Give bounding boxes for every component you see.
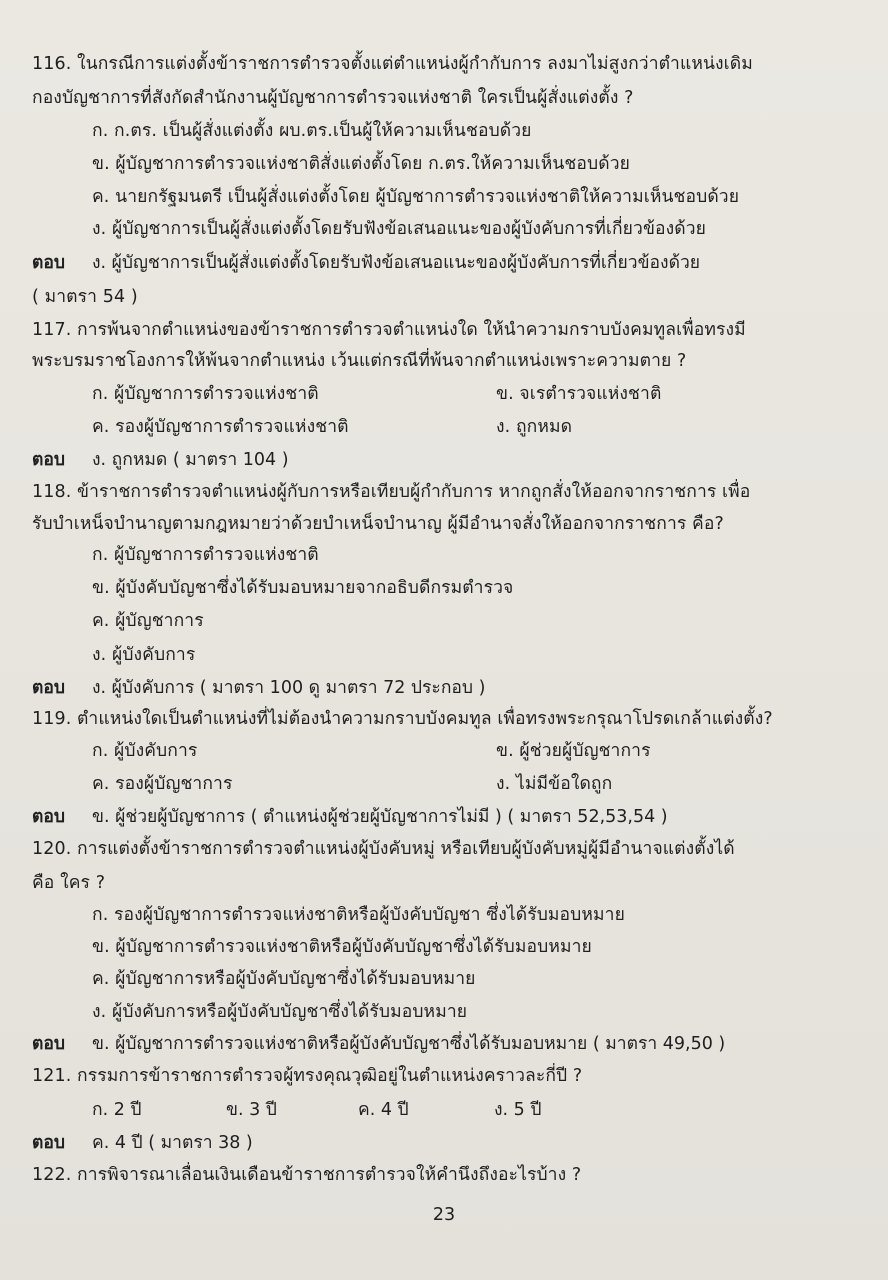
question-119-text: 119. ตำแหน่งใดเป็นตำแหน่งที่ไม่ต้องนำความกราบบังคมทูล เพื่อทรงพระกรุณาโปรดเกล้าแต่งตั้ง?: [32, 709, 773, 729]
answer-label: ตอบ: [32, 678, 65, 698]
question-116-option-b: ข. ผู้บัญชาการตำรวจแห่งชาติสั่งแต่งตั้งโดย ก.ตร.ให้ความเห็นชอบด้วย: [92, 154, 630, 174]
question-119-option-d: ง. ไม่มีข้อใดถูก: [496, 774, 613, 794]
question-118-text: 118. ข้าราชการตำรวจตำแหน่งผู้กับการหรือเทียบผู้กำกับการ หากถูกสั่งให้ออกจากราชการ เพื่อ: [32, 482, 751, 502]
question-120-text: 120. การแต่งตั้งข้าราชการตำรวจตำแหน่งผู้บังคับหมู่ หรือเทียบผู้บังคับหมู่ผู้มีอำนาจแต่งตั้งได้: [32, 839, 735, 859]
question-118-option-c: ค. ผู้บัญชาการ: [92, 611, 204, 631]
question-118-option-b: ข. ผู้บังคับบัญชาซึ่งได้รับมอบหมายจากอธิบดีกรมตำรวจ: [92, 578, 514, 598]
question-117-text-cont: พระบรมราชโองการให้พ้นจากตำแหน่ง เว้นแต่กรณีที่พ้นจากตำแหน่งเพราะความตาย ?: [32, 351, 687, 371]
question-120-option-c: ค. ผู้บัญชาการหรือผู้บังคับบัญชาซึ่งได้รับมอบหมาย: [92, 969, 476, 989]
question-120-option-b: ข. ผู้บัญชาการตำรวจแห่งชาติหรือผู้บังคับบัญชาซึ่งได้รับมอบหมาย: [92, 937, 592, 957]
question-122-text: 122. การพิจารณาเลื่อนเงินเดือนข้าราชการตำรวจให้คำนึงถึงอะไรบ้าง ?: [32, 1165, 582, 1185]
question-117-option-b: ข. จเรตำรวจแห่งชาติ: [496, 384, 662, 404]
question-116-text-cont: กองบัญชาการที่สังกัดสำนักงานผู้บัญชาการตำรวจแห่งชาติ ใครเป็นผู้สั่งแต่งตั้ง ?: [32, 88, 634, 108]
question-120-answer: ข. ผู้บัญชาการตำรวจแห่งชาติหรือผู้บังคับบัญชาซึ่งได้รับมอบหมาย ( มาตรา 49,50 ): [92, 1034, 726, 1054]
question-116-option-d: ง. ผู้บัญชาการเป็นผู้สั่งแต่งตั้งโดยรับฟังข้อเสนอแนะของผู้บังคับการที่เกี่ยวข้องด้วย: [92, 219, 707, 239]
question-121-option-b: ข. 3 ปี: [226, 1100, 277, 1120]
question-116-option-a: ก. ก.ตร. เป็นผู้สั่งแต่งตั้ง ผบ.ตร.เป็นผู้ให้ความเห็นชอบด้วย: [92, 121, 532, 141]
question-116-answer: ง. ผู้บัญชาการเป็นผู้สั่งแต่งตั้งโดยรับฟังข้อเสนอแนะของผู้บังคับการที่เกี่ยวข้องด้วย: [92, 253, 701, 273]
answer-label: ตอบ: [32, 253, 65, 273]
question-116-option-c: ค. นายกรัฐมนตรี เป็นผู้สั่งแต่งตั้งโดย ผู้บัญชาการตำรวจแห่งชาติให้ความเห็นชอบด้วย: [92, 187, 740, 207]
answer-label: ตอบ: [32, 1133, 65, 1153]
question-119-option-a: ก. ผู้บังคับการ: [92, 741, 198, 761]
question-116-reference: ( มาตรา 54 ): [32, 287, 138, 307]
question-119-answer: ข. ผู้ช่วยผู้บัญชาการ ( ตำแหน่งผู้ช่วยผู้บัญชาการไม่มี ) ( มาตรา 52,53,54 ): [92, 807, 668, 827]
question-117-option-d: ง. ถูกหมด: [496, 417, 573, 437]
question-121-option-d: ง. 5 ปี: [494, 1100, 542, 1120]
answer-label: ตอบ: [32, 450, 65, 470]
question-120-option-d: ง. ผู้บังคับการหรือผู้บังคับบัญชาซึ่งได้รับมอบหมาย: [92, 1002, 468, 1022]
question-118-option-a: ก. ผู้บัญชาการตำรวจแห่งชาติ: [92, 545, 319, 565]
question-121-option-a: ก. 2 ปี: [92, 1100, 142, 1120]
question-117-answer: ง. ถูกหมด ( มาตรา 104 ): [92, 450, 289, 470]
question-117-text: 117. การพ้นจากตำแหน่งของข้าราชการตำรวจตำแหน่งใด ให้นำความกราบบังคมทูลเพื่อทรงมี: [32, 320, 746, 340]
question-121-text: 121. กรรมการข้าราชการตำรวจผู้ทรงคุณวุฒิอยู่ในตำแหน่งคราวละกี่ปี ?: [32, 1066, 583, 1086]
page-number: 23: [432, 1205, 456, 1225]
question-117-option-c: ค. รองผู้บัญชาการตำรวจแห่งชาติ: [92, 417, 349, 437]
answer-label: ตอบ: [32, 807, 65, 827]
question-116-text: 116. ในกรณีการแต่งตั้งข้าราชการตำรวจตั้งแต่ตำแหน่งผู้กำกับการ ลงมาไม่สูงกว่าตำแหน่งเดิม: [32, 54, 753, 74]
question-119-option-c: ค. รองผู้บัญชาการ: [92, 774, 233, 794]
question-118-text-cont: รับบำเหน็จบำนาญตามกฎหมายว่าด้วยบำเหน็จบำนาญ ผู้มีอำนาจสั่งให้ออกจากราชการ คือ?: [32, 514, 724, 534]
question-119-option-b: ข. ผู้ช่วยผู้บัญชาการ: [496, 741, 651, 761]
question-120-option-a: ก. รองผู้บัญชาการตำรวจแห่งชาติหรือผู้บังคับบัญชา ซึ่งได้รับมอบหมาย: [92, 905, 625, 925]
question-118-option-d: ง. ผู้บังคับการ: [92, 645, 196, 665]
question-117-option-a: ก. ผู้บัญชาการตำรวจแห่งชาติ: [92, 384, 319, 404]
question-120-text-cont: คือ ใคร ?: [32, 873, 106, 893]
question-121-option-c: ค. 4 ปี: [358, 1100, 409, 1120]
answer-label: ตอบ: [32, 1034, 65, 1054]
question-121-answer: ค. 4 ปี ( มาตรา 38 ): [92, 1133, 253, 1153]
question-118-answer: ง. ผู้บังคับการ ( มาตรา 100 ดู มาตรา 72 ประกอบ ): [92, 678, 486, 698]
